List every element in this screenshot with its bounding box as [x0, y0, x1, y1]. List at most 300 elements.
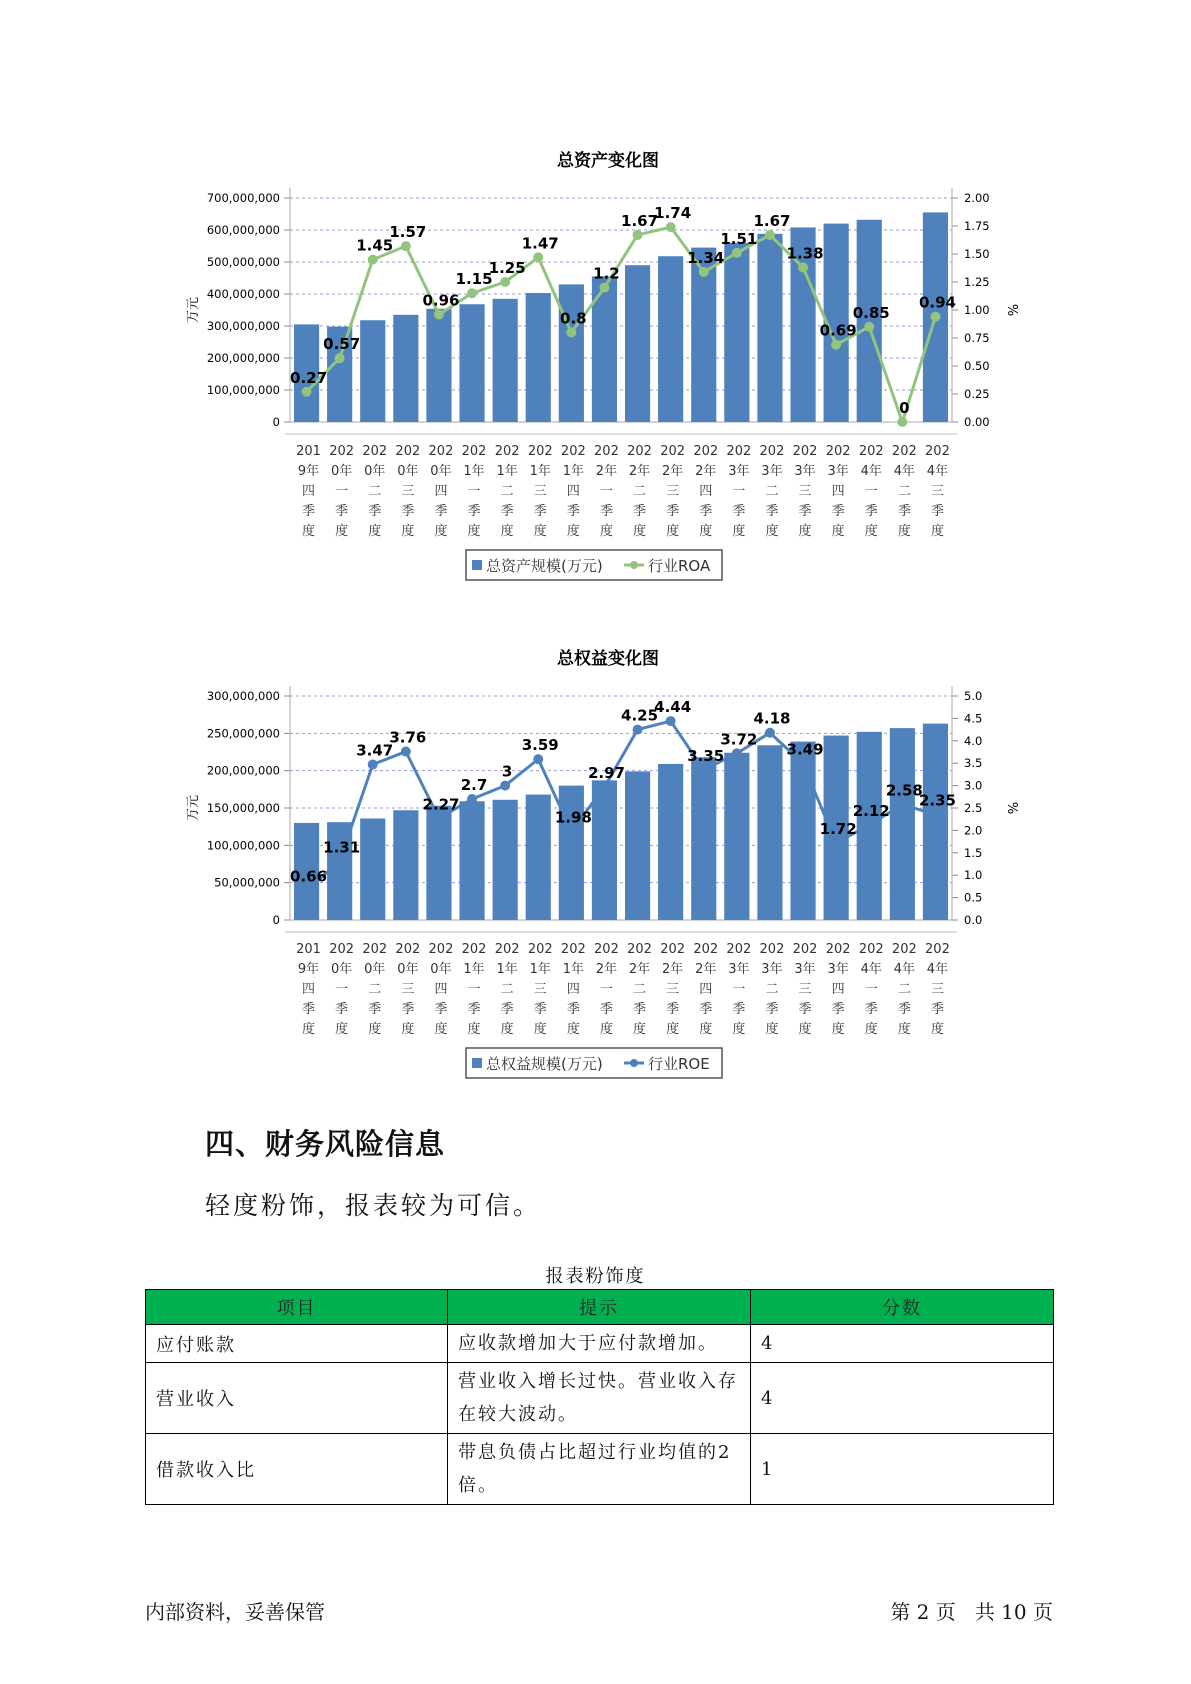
- data-label: 1.31: [323, 838, 361, 857]
- bar: [757, 745, 782, 920]
- data-point: [897, 417, 907, 427]
- x-tick-label: 季: [930, 504, 944, 519]
- y-right-tick-label: 1.0: [964, 868, 983, 883]
- legend-line-marker: [630, 561, 638, 569]
- x-tick-label: 度: [368, 524, 382, 539]
- legend-bar-label: 总资产规模(万元): [486, 557, 603, 575]
- data-label: 2.58: [885, 781, 923, 800]
- data-point: [434, 309, 444, 319]
- x-tick-label: 三: [930, 484, 944, 499]
- x-tick-label: 度: [798, 1022, 812, 1037]
- bar: [691, 757, 716, 920]
- data-label: 3: [501, 762, 513, 781]
- risk-summary: 轻度粉饰，报表较为可信。: [205, 1191, 542, 1220]
- x-tick-label: 202: [362, 942, 388, 957]
- x-tick-label: 二: [633, 484, 647, 499]
- y-right-tick-label: 1.00: [964, 303, 990, 317]
- y-right-tick-label: 0.5: [964, 890, 983, 905]
- bar: [592, 780, 617, 920]
- y-right-tick-label: 5.0: [964, 689, 983, 703]
- chart-svg: [0, 638, 1191, 1098]
- x-tick-label: 四: [831, 484, 845, 499]
- data-point: [831, 838, 841, 848]
- data-point: [302, 885, 312, 895]
- y-left-tick-label: 300,000,000: [206, 689, 280, 703]
- x-tick-label: 季: [434, 1002, 448, 1017]
- data-label: 1.45: [356, 236, 394, 255]
- x-tick-label: 度: [897, 524, 911, 539]
- x-tick-label: 季: [368, 1002, 382, 1017]
- data-point: [798, 262, 808, 272]
- x-tick-label: 二: [368, 484, 382, 499]
- x-tick-label: 202: [627, 942, 652, 957]
- x-tick-label: 4年: [893, 464, 915, 479]
- data-point: [732, 748, 742, 758]
- x-tick-label: 季: [302, 1002, 316, 1017]
- bar: [393, 810, 418, 920]
- x-tick-label: 202: [759, 942, 785, 957]
- bar: [724, 753, 749, 920]
- bar: [559, 284, 584, 422]
- data-label: 4.25: [621, 706, 659, 725]
- x-tick-label: 度: [500, 1022, 514, 1037]
- data-label: 2.97: [587, 763, 625, 782]
- x-tick-label: 202: [627, 444, 652, 459]
- x-tick-label: 202: [891, 444, 917, 459]
- x-tick-label: 3年: [827, 464, 849, 479]
- x-tick-label: 季: [566, 504, 580, 519]
- x-tick-label: 季: [798, 504, 812, 519]
- x-tick-label: 202: [594, 942, 619, 957]
- x-tick-label: 三: [798, 484, 812, 499]
- x-tick-label: 四: [699, 982, 713, 997]
- table-row: [146, 1325, 1054, 1363]
- total-equity-chart: [0, 638, 1191, 1098]
- x-tick-label: 202: [395, 942, 421, 957]
- data-point: [500, 781, 510, 791]
- x-tick-label: 1年: [463, 962, 485, 977]
- footer-page-number: 第 2 页 共 10 页: [890, 1600, 1053, 1624]
- data-point: [798, 759, 808, 769]
- risk-table: [145, 1289, 1054, 1505]
- y-left-tick-label: 500,000,000: [206, 255, 280, 269]
- x-tick-label: 季: [335, 504, 349, 519]
- x-tick-label: 0年: [331, 464, 353, 479]
- x-tick-label: 度: [633, 1022, 647, 1037]
- bar: [360, 320, 385, 422]
- x-tick-label: 202: [726, 444, 752, 459]
- x-tick-label: 202: [858, 444, 884, 459]
- x-tick-label: 二: [897, 484, 911, 499]
- data-label: 3.76: [389, 728, 427, 747]
- y-left-tick-label: 0: [272, 913, 280, 927]
- x-tick-label: 度: [831, 524, 845, 539]
- x-tick-label: 二: [633, 982, 647, 997]
- x-tick-label: 度: [765, 1022, 779, 1037]
- row-score: 4: [751, 1363, 1054, 1434]
- x-tick-label: 3年: [794, 464, 816, 479]
- x-tick-label: 3年: [728, 464, 750, 479]
- x-tick-label: 一: [732, 982, 746, 997]
- x-tick-label: 季: [897, 504, 911, 519]
- x-tick-label: 四: [434, 982, 448, 997]
- x-tick-label: 3年: [728, 962, 750, 977]
- data-label: 3.49: [786, 740, 824, 759]
- x-tick-label: 度: [699, 524, 713, 539]
- x-tick-label: 季: [897, 1002, 911, 1017]
- x-tick-label: 三: [666, 484, 680, 499]
- bar: [526, 795, 551, 920]
- bar: [459, 801, 484, 920]
- data-label: 1.51: [720, 229, 758, 248]
- y-left-tick-label: 100,000,000: [206, 383, 280, 397]
- row-score: 1: [751, 1434, 1054, 1505]
- data-label: 0: [899, 399, 910, 417]
- x-tick-label: 202: [428, 942, 454, 957]
- x-tick-label: 度: [798, 524, 812, 539]
- x-tick-label: 季: [831, 504, 845, 519]
- x-tick-label: 季: [666, 1002, 680, 1017]
- x-tick-label: 度: [864, 524, 878, 539]
- x-tick-label: 四: [302, 982, 316, 997]
- x-tick-label: 三: [401, 484, 415, 499]
- x-tick-label: 三: [533, 982, 547, 997]
- data-point: [930, 810, 940, 820]
- x-tick-label: 202: [494, 942, 520, 957]
- total-assets-chart: [0, 140, 1191, 600]
- x-tick-label: 4年: [926, 464, 949, 479]
- y-left-axis-label: 万元: [186, 296, 201, 324]
- x-tick-label: 202: [858, 942, 884, 957]
- x-tick-label: 202: [560, 444, 586, 459]
- x-tick-label: 202: [428, 444, 454, 459]
- legend-line-label: 行业ROE: [648, 1055, 710, 1073]
- x-tick-label: 202: [594, 444, 619, 459]
- x-tick-label: 季: [699, 504, 713, 519]
- bar: [493, 299, 518, 422]
- x-tick-label: 季: [467, 504, 481, 519]
- data-point: [897, 799, 907, 809]
- data-point: [732, 248, 742, 258]
- y-right-tick-label: 2.5: [964, 801, 983, 815]
- bar: [459, 304, 484, 422]
- row-item: 营业收入: [146, 1363, 448, 1434]
- data-point: [633, 230, 643, 240]
- x-tick-label: 度: [335, 1022, 349, 1037]
- x-tick-label: 202: [693, 444, 719, 459]
- x-tick-label: 202: [395, 444, 421, 459]
- table-row: [146, 1363, 1054, 1434]
- bar: [625, 265, 650, 422]
- y-left-tick-label: 600,000,000: [206, 223, 280, 237]
- data-point: [335, 856, 345, 866]
- row-hint: 带息负债占比超过行业均值的2倍。: [448, 1434, 751, 1505]
- x-tick-label: 季: [831, 1002, 845, 1017]
- data-label: 0.8: [560, 309, 587, 328]
- x-tick-label: 1年: [529, 464, 551, 479]
- x-tick-label: 度: [765, 524, 779, 539]
- x-tick-label: 度: [930, 524, 944, 539]
- x-tick-label: 季: [500, 1002, 514, 1017]
- data-point: [302, 387, 312, 397]
- data-label: 1.25: [488, 259, 526, 277]
- y-left-tick-label: 200,000,000: [206, 763, 280, 778]
- x-tick-label: 202: [461, 942, 487, 957]
- x-tick-label: 0年: [364, 962, 386, 977]
- data-point: [599, 782, 609, 792]
- y-right-tick-label: 1.50: [964, 247, 990, 261]
- data-label: 3.72: [720, 730, 758, 749]
- x-tick-label: 4年: [893, 962, 915, 977]
- row-item: 应付账款: [146, 1325, 448, 1363]
- data-point: [633, 725, 643, 735]
- x-tick-label: 1年: [562, 464, 584, 479]
- x-tick-label: 四: [566, 484, 580, 499]
- bar: [493, 800, 518, 920]
- x-tick-label: 季: [500, 504, 514, 519]
- x-tick-label: 202: [891, 942, 917, 957]
- x-tick-label: 202: [693, 942, 719, 957]
- data-label: 1.67: [621, 211, 659, 230]
- x-tick-label: 季: [401, 504, 415, 519]
- x-tick-label: 三: [533, 484, 547, 499]
- x-tick-label: 202: [527, 942, 553, 957]
- x-tick-label: 三: [798, 982, 812, 997]
- x-tick-label: 二: [897, 982, 911, 997]
- data-label: 3.35: [687, 746, 725, 765]
- x-tick-label: 202: [329, 444, 355, 459]
- x-tick-label: 2年: [595, 962, 618, 977]
- data-point: [765, 230, 775, 240]
- x-tick-label: 0年: [364, 464, 386, 479]
- footer-confidential: 内部资料，妥善保管: [145, 1600, 325, 1624]
- data-label: 0.69: [819, 321, 857, 340]
- data-label: 1.38: [786, 244, 824, 263]
- x-tick-label: 一: [335, 484, 349, 499]
- x-tick-label: 202: [560, 942, 586, 957]
- data-label: 2.27: [422, 795, 460, 814]
- x-tick-label: 度: [666, 1022, 680, 1037]
- x-tick-label: 三: [666, 982, 680, 997]
- y-right-tick-label: 2.00: [964, 191, 990, 205]
- chart-title: 总权益变化图: [557, 649, 659, 669]
- y-right-tick-label: 0.25: [964, 387, 990, 401]
- x-tick-label: 四: [831, 982, 845, 997]
- y-left-tick-label: 400,000,000: [206, 287, 280, 301]
- data-point: [434, 813, 444, 823]
- data-label: 1.72: [819, 819, 857, 838]
- data-point: [401, 241, 411, 251]
- x-tick-label: 202: [362, 444, 388, 459]
- y-right-tick-label: 1.5: [964, 845, 983, 860]
- data-label: 1.57: [389, 223, 427, 242]
- x-tick-label: 一: [864, 484, 878, 499]
- x-tick-label: 2年: [595, 464, 618, 479]
- bar: [658, 256, 683, 422]
- table-caption: 报表粉饰度: [545, 1266, 646, 1287]
- x-tick-label: 季: [633, 1002, 647, 1017]
- data-label: 1.15: [455, 270, 493, 289]
- x-tick-label: 202: [329, 942, 355, 957]
- x-tick-label: 度: [434, 1022, 448, 1037]
- data-point: [831, 340, 841, 350]
- x-tick-label: 度: [533, 524, 547, 539]
- x-tick-label: 季: [798, 1002, 812, 1017]
- x-tick-label: 2年: [662, 464, 684, 479]
- data-point: [467, 794, 477, 804]
- x-tick-label: 201: [296, 444, 321, 459]
- data-point: [500, 277, 510, 287]
- x-tick-label: 一: [864, 982, 878, 997]
- data-label: 0.57: [323, 335, 361, 354]
- x-tick-label: 0年: [430, 464, 452, 479]
- y-left-tick-label: 150,000,000: [206, 801, 280, 815]
- header-hint: 提示: [448, 1290, 751, 1325]
- bar: [625, 771, 650, 920]
- x-tick-label: 三: [930, 982, 944, 997]
- x-tick-label: 季: [699, 1002, 713, 1017]
- data-point: [930, 312, 940, 322]
- data-point: [864, 322, 874, 332]
- header-score: 分数: [751, 1290, 1054, 1325]
- x-tick-label: 季: [864, 1002, 878, 1017]
- data-label: 1.34: [687, 248, 725, 267]
- x-tick-label: 四: [699, 484, 713, 499]
- row-hint: 营业收入增长过快。营业收入存在较大波动。: [448, 1363, 751, 1434]
- x-tick-label: 202: [660, 444, 686, 459]
- x-tick-label: 一: [732, 484, 746, 499]
- x-tick-label: 3年: [761, 962, 783, 977]
- x-tick-label: 季: [533, 504, 547, 519]
- data-label: 3.59: [521, 736, 559, 755]
- x-tick-label: 202: [925, 444, 950, 459]
- y-left-tick-label: 300,000,000: [206, 319, 280, 333]
- x-tick-label: 度: [699, 1022, 713, 1037]
- x-tick-label: 3年: [827, 962, 849, 977]
- x-tick-label: 202: [660, 942, 686, 957]
- data-label: 2.12: [852, 802, 890, 821]
- x-tick-label: 度: [401, 524, 415, 539]
- x-tick-label: 202: [825, 942, 851, 957]
- x-tick-label: 202: [726, 942, 752, 957]
- x-tick-label: 季: [566, 1002, 580, 1017]
- x-tick-label: 202: [792, 444, 818, 459]
- x-tick-label: 季: [599, 504, 613, 519]
- y-left-tick-label: 100,000,000: [206, 838, 280, 853]
- x-tick-label: 2年: [695, 464, 717, 479]
- x-tick-label: 度: [732, 524, 746, 539]
- x-tick-label: 一: [599, 484, 613, 499]
- bar: [890, 728, 915, 920]
- bar: [360, 818, 385, 920]
- data-point: [599, 283, 609, 293]
- y-right-axis-label: %: [1004, 801, 1019, 815]
- y-left-tick-label: 700,000,000: [206, 191, 280, 205]
- x-tick-label: 季: [765, 1002, 779, 1017]
- y-right-axis-label: %: [1004, 303, 1019, 317]
- x-tick-label: 4年: [860, 464, 882, 479]
- x-tick-label: 2年: [662, 962, 684, 977]
- bar: [923, 724, 948, 920]
- x-tick-label: 一: [599, 982, 613, 997]
- x-tick-label: 季: [633, 504, 647, 519]
- x-tick-label: 度: [335, 524, 349, 539]
- data-label: 4.44: [654, 698, 692, 717]
- x-tick-label: 4年: [860, 962, 882, 977]
- y-left-tick-label: 200,000,000: [206, 351, 280, 365]
- data-label: 1.2: [593, 264, 620, 283]
- x-tick-label: 度: [566, 1022, 580, 1037]
- x-tick-label: 度: [533, 1022, 547, 1037]
- x-tick-label: 一: [335, 982, 349, 997]
- bar: [658, 764, 683, 920]
- y-right-tick-label: 0.75: [964, 331, 990, 345]
- y-right-tick-label: 0.0: [964, 913, 983, 927]
- bar: [757, 234, 782, 422]
- data-label: 1.74: [654, 204, 692, 223]
- x-tick-label: 201: [296, 942, 321, 957]
- y-right-tick-label: 4.0: [964, 733, 983, 748]
- x-tick-label: 3年: [794, 962, 816, 977]
- legend-line-label: 行业ROA: [648, 557, 711, 575]
- chart-title: 总资产变化图: [557, 151, 659, 171]
- table-row: [146, 1434, 1054, 1505]
- x-tick-label: 季: [467, 1002, 481, 1017]
- x-tick-label: 季: [930, 1002, 944, 1017]
- x-tick-label: 202: [527, 444, 553, 459]
- data-point: [533, 754, 543, 764]
- data-label: 0.27: [290, 368, 328, 387]
- y-right-tick-label: 4.5: [964, 711, 983, 726]
- x-tick-label: 季: [533, 1002, 547, 1017]
- x-tick-label: 度: [401, 1022, 415, 1037]
- data-label: 0.94: [918, 293, 956, 312]
- x-tick-label: 四: [434, 484, 448, 499]
- data-point: [368, 255, 378, 265]
- x-tick-label: 四: [566, 982, 580, 997]
- x-tick-label: 季: [335, 1002, 349, 1017]
- bar: [426, 309, 451, 422]
- data-point: [401, 747, 411, 757]
- x-tick-label: 度: [732, 1022, 746, 1037]
- y-right-tick-label: 3.5: [964, 756, 983, 771]
- x-tick-label: 四: [302, 484, 316, 499]
- x-tick-label: 2年: [695, 962, 717, 977]
- chart-svg: [0, 140, 1191, 600]
- bar: [559, 786, 584, 920]
- y-left-axis-label: 万元: [186, 794, 201, 822]
- x-tick-label: 度: [897, 1022, 911, 1037]
- x-tick-label: 二: [765, 982, 779, 997]
- x-tick-label: 1年: [529, 962, 551, 977]
- x-tick-label: 度: [930, 1022, 944, 1037]
- x-tick-label: 0年: [331, 962, 353, 977]
- x-tick-label: 季: [864, 504, 878, 519]
- x-tick-label: 度: [368, 1022, 382, 1037]
- x-tick-label: 一: [467, 484, 481, 499]
- x-tick-label: 度: [599, 524, 613, 539]
- x-tick-label: 1年: [562, 962, 584, 977]
- legend-line-marker: [630, 1059, 638, 1067]
- x-tick-label: 1年: [496, 464, 518, 479]
- bar: [724, 243, 749, 422]
- data-label: 3.47: [356, 741, 394, 760]
- legend-bar-swatch: [472, 1058, 482, 1068]
- x-tick-label: 季: [732, 504, 746, 519]
- x-tick-label: 度: [666, 524, 680, 539]
- y-right-tick-label: 0.50: [964, 359, 990, 373]
- x-tick-label: 季: [765, 504, 779, 519]
